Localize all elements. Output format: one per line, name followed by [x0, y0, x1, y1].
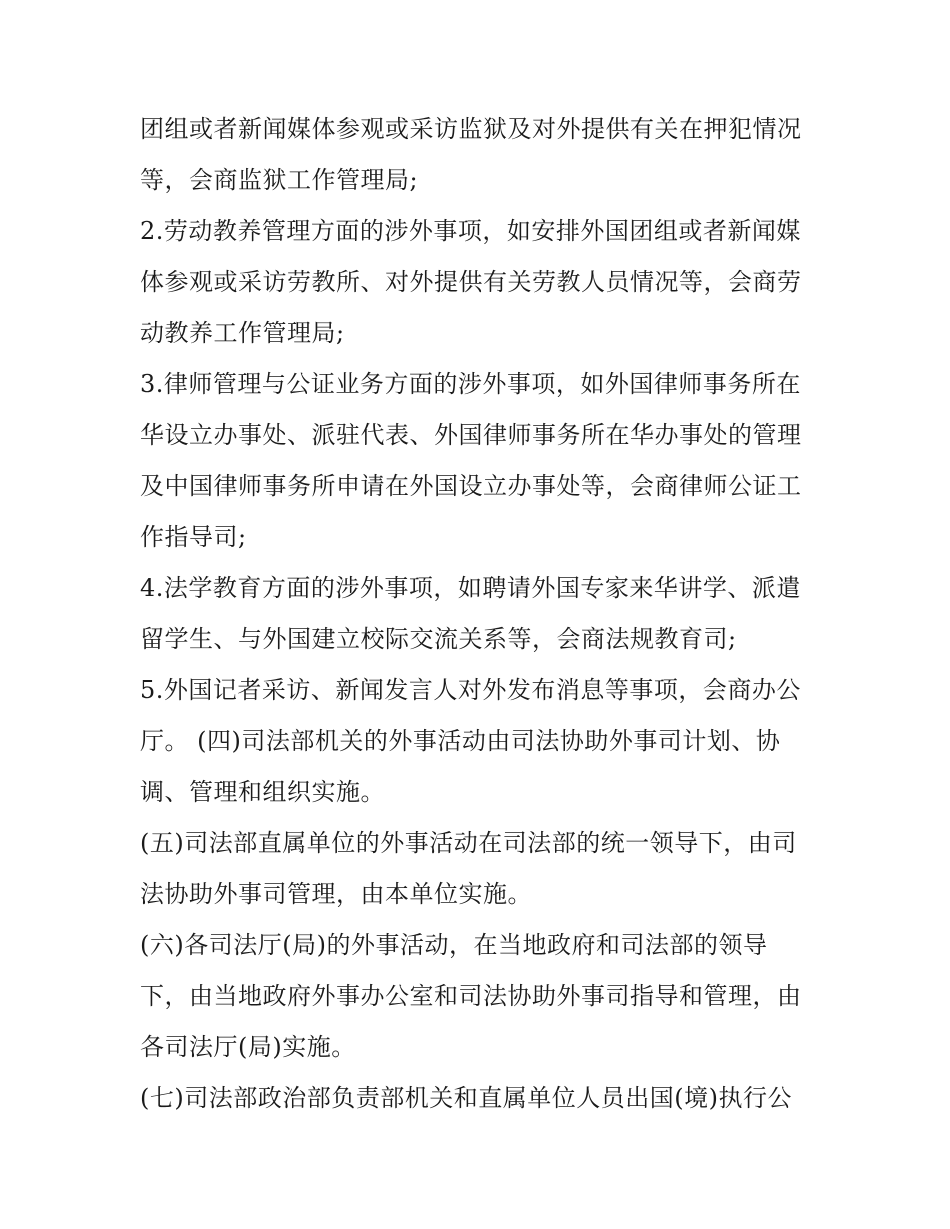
text-line: 法协助外事司管理，由本单位实施。	[140, 880, 532, 908]
text-line: 体参观或采访劳教所、对外提供有关劳教人员情况等，会商劳	[140, 268, 802, 296]
text-line: 动教养工作管理局;	[140, 319, 345, 347]
document-body	[140, 104, 820, 1124]
text-line: 各司法厅(局)实施。	[140, 1033, 356, 1061]
text-line: 4.法学教育方面的涉外事项，如聘请外国专家来华讲学、派遣	[140, 574, 801, 602]
text-line: 等，会商监狱工作管理局;	[140, 166, 419, 194]
text-line: 作指导司;	[140, 523, 247, 551]
text-line: 华设立办事处、派驻代表、外国律师事务所在华办事处的管理	[140, 421, 802, 449]
text-line: 及中国律师事务所申请在外国设立办事处等，会商律师公证工	[140, 472, 802, 500]
text-line: 留学生、与外国建立校际交流关系等，会商法规教育司;	[140, 625, 737, 653]
text-line: 团组或者新闻媒体参观或采访监狱及对外提供有关在押犯情况	[140, 115, 802, 143]
text-line: 厅。 (四)司法部机关的外事活动由司法协助外事司计划、协	[140, 727, 781, 755]
text-line: (六)各司法厅(局)的外事活动，在当地政府和司法部的领导	[140, 931, 768, 959]
text-line: 5.外国记者采访、新闻发言人对外发布消息等事项，会商办公	[140, 676, 801, 704]
text-line: 下，由当地政府外事办公室和司法协助外事司指导和管理，由	[140, 982, 802, 1010]
text-line: 3.律师管理与公证业务方面的涉外事项，如外国律师事务所在	[140, 370, 801, 398]
text-line: (五)司法部直属单位的外事活动在司法部的统一领导下，由司	[140, 829, 797, 857]
text-line: 2.劳动教养管理方面的涉外事项，如安排外国团组或者新闻媒	[140, 217, 801, 245]
text-line: 调、管理和组织实施。	[140, 778, 385, 806]
text-line: (七)司法部政治部负责部机关和直属单位人员出国(境)执行公	[140, 1084, 792, 1112]
